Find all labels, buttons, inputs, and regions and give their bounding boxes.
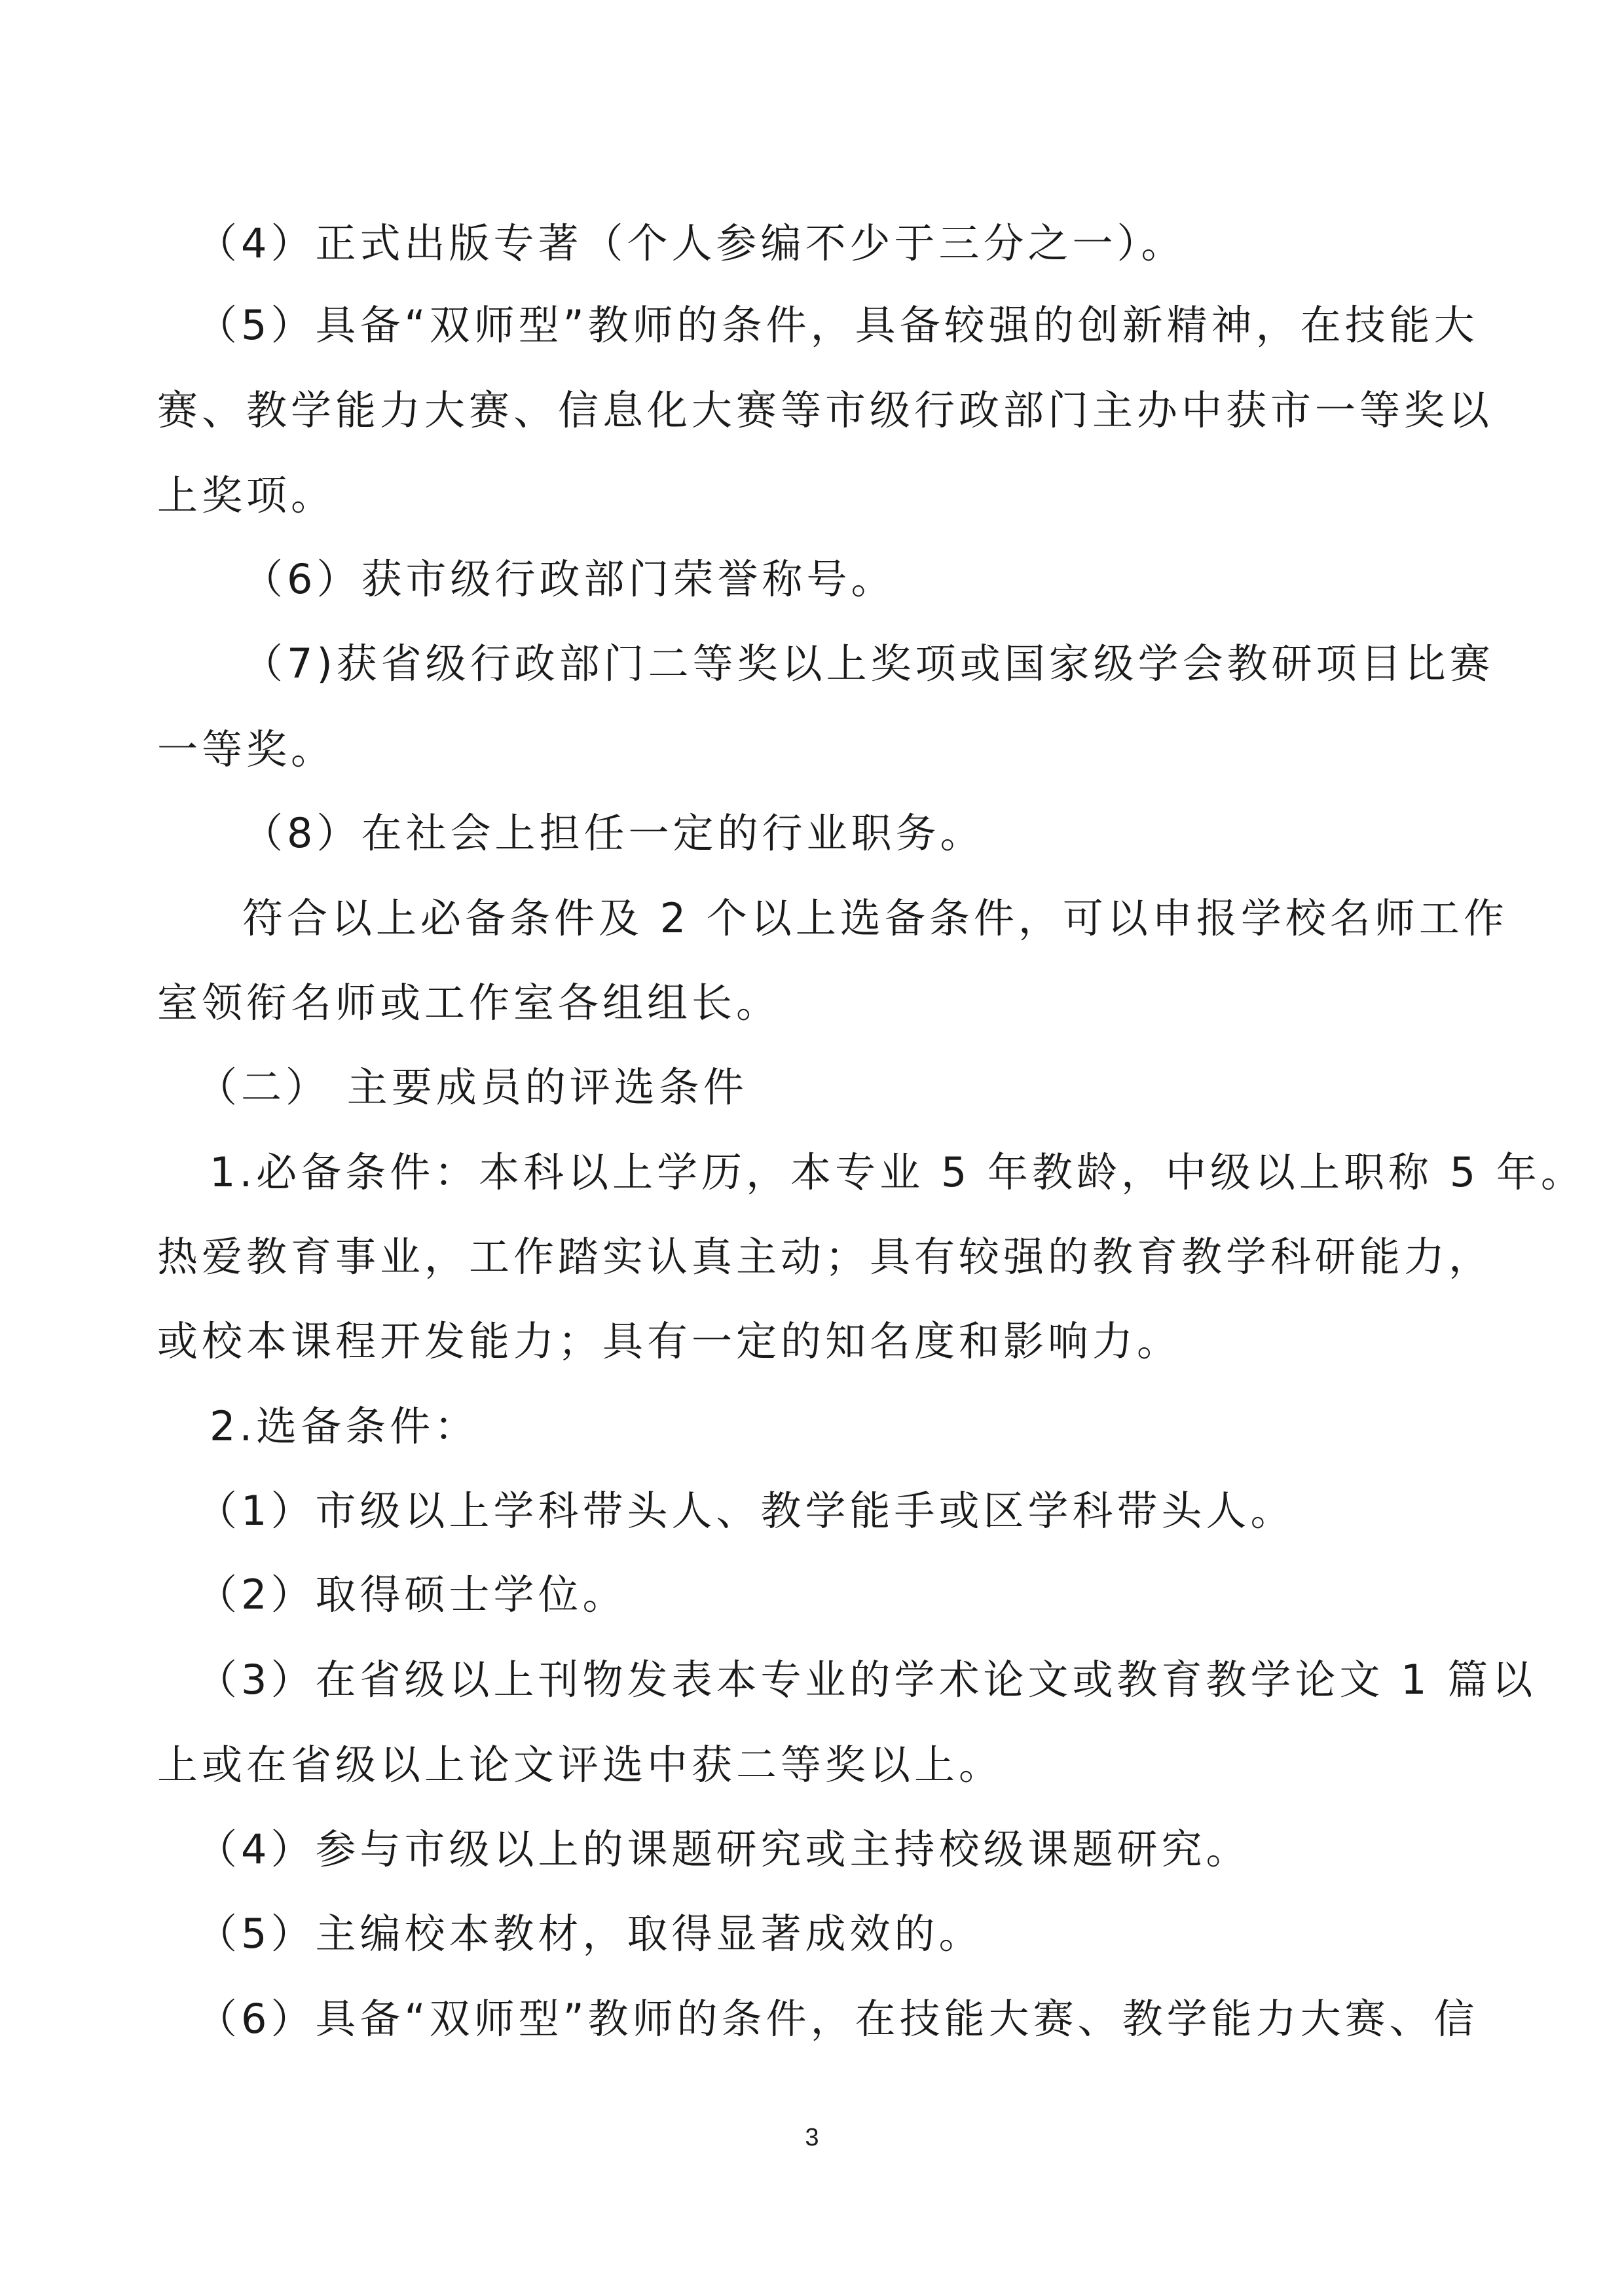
text-line: 室领衔名师或工作室各组组长。 <box>157 979 781 1027</box>
page-number: 3 <box>805 2124 819 2151</box>
text-line: 上或在省级以上论文评选中获二等奖以上。 <box>157 1741 1004 1789</box>
text-line: （6）获市级行政部门荣誉称号。 <box>242 555 896 603</box>
section-heading: （二） 主要成员的评选条件 <box>196 1063 748 1111</box>
text-line: 1.必备条件：本科以上学历，本专业 5 年教龄，中级以上职称 5 年。 <box>210 1148 1585 1196</box>
text-line: （4）正式出版专著（个人参编不少于三分之一）。 <box>196 219 1186 267</box>
text-line: 符合以上必备条件及 2 个以上选备条件，可以申报学校名师工作 <box>242 894 1508 942</box>
text-line: （3）在省级以上刊物发表本专业的学术论文或教育教学论文 1 篇以 <box>196 1656 1537 1704</box>
text-line: 或校本课程开发能力；具有一定的知名度和影响力。 <box>157 1317 1182 1365</box>
text-line: （5）主编校本教材，取得显著成效的。 <box>196 1910 984 1958</box>
text-line: 热爱教育事业，工作踏实认真主动；具有较强的教育教学科研能力， <box>157 1233 1494 1281</box>
text-line: （8）在社会上担任一定的行业职务。 <box>242 809 985 857</box>
text-line: 上奖项。 <box>157 471 336 519</box>
text-line: （6）具备“双师型”教师的条件，在技能大赛、教学能力大赛、信 <box>196 1995 1479 2043</box>
text-line: （5）具备“双师型”教师的条件，具备较强的创新精神，在技能大 <box>196 301 1479 349</box>
text-line: 赛、教学能力大赛、信息化大赛等市级行政部门主办中获市一等奖以 <box>157 386 1494 434</box>
text-line: （2）取得硕士学位。 <box>196 1571 627 1618</box>
text-line: 2.选备条件： <box>210 1402 479 1450</box>
text-line: （1）市级以上学科带头人、教学能手或区学科带头人。 <box>196 1487 1295 1535</box>
text-line: 一等奖。 <box>157 725 336 773</box>
text-line: （7)获省级行政部门二等奖以上奖项或国家级学会教研项目比赛 <box>242 640 1494 687</box>
text-line: （4）参与市级以上的课题研究或主持校级课题研究。 <box>196 1825 1251 1873</box>
